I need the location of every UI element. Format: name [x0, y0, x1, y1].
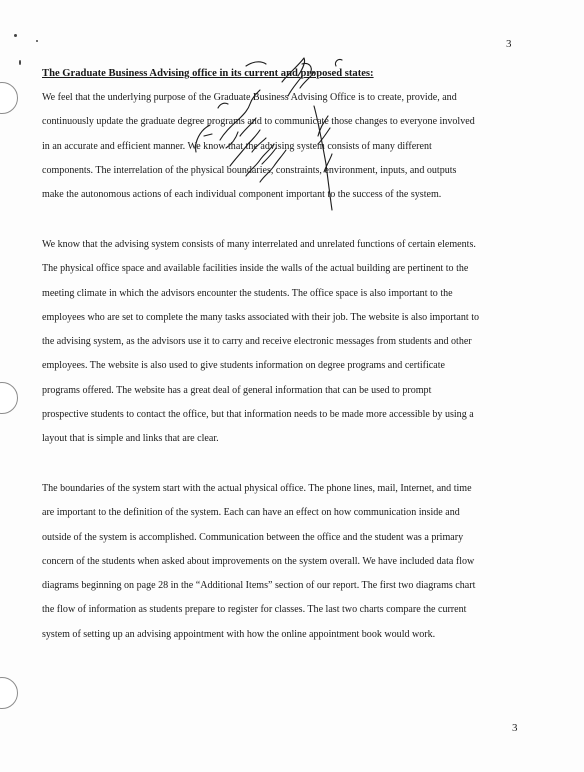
binder-hole [0, 82, 18, 114]
binder-hole [0, 677, 18, 709]
page-number-bottom: 3 [512, 722, 518, 734]
text-line: diagrams beginning on page 28 in the “Additional Items” section of our report. The first two diagrams chart [42, 580, 476, 592]
text-line: prospective students to contact the office, but that information needs to be made more accessible by using a [42, 409, 474, 421]
text-line: The physical office space and available facilities inside the walls of the actual building are pertinent to the [42, 263, 469, 275]
scan-speck [36, 40, 38, 42]
text-line: meeting climate in which the advisors encounter the students. The office space is also important to the [42, 287, 453, 299]
binder-hole [0, 382, 18, 414]
text-line: are important to the definition of the system. Each can have an effect on how communication inside and [42, 507, 460, 519]
scan-speck [14, 34, 17, 37]
text-line: the advising system, as the advisors use it to carry and receive electronic messages from students and other [42, 336, 472, 348]
scan-speck [19, 60, 21, 65]
text-line: layout that is simple and links that are clear. [42, 433, 219, 445]
text-line: programs offered. The website has a great deal of general information that can be used to prompt [42, 384, 432, 396]
text-line: We feel that the underlying purpose of the Graduate Business Advising Office is to create, provide, and [42, 92, 457, 103]
handwritten-annotation [190, 48, 340, 233]
text-line: employees who are set to complete the many tasks associated with their job. The website is also important to [42, 311, 480, 323]
text-line: components. The interrelation of the physical boundaries, constraints, environment, inputs, and outputs [42, 164, 457, 176]
text-line: concern of the students when asked about improvements on the system overall. We have included data flow [42, 555, 475, 567]
paragraph-elements [42, 233, 522, 452]
text-line: in an accurate and efficient manner. We know that the advising system consists of many different [42, 140, 432, 152]
text-line: continuously update the graduate degree programs and to communicate those changes to everyone involved [42, 116, 475, 128]
section-heading: The Graduate Business Advising office in its current and proposed states: [42, 68, 374, 79]
text-line: the flow of information as students prepare to register for classes. The last two charts compare the current [42, 604, 467, 616]
text-line: system of setting up an advising appointment with how the online appointment book would work. [42, 628, 436, 640]
text-line: make the autonomous actions of each individual component important to the success of the system. [42, 189, 442, 201]
text-line: We know that the advising system consists of many interrelated and unrelated functions of certain elements. [42, 239, 476, 250]
text-line: employees. The website is also used to give students information on degree programs and certificate [42, 360, 445, 372]
text-line: outside of the system is accomplished. Communication between the office and the student was a primary [42, 531, 464, 543]
text-line: The boundaries of the system start with the actual physical office. The phone lines, mail, Internet, and time [42, 483, 472, 494]
page-number-top: 3 [506, 38, 512, 50]
paragraph-boundaries [42, 477, 522, 647]
